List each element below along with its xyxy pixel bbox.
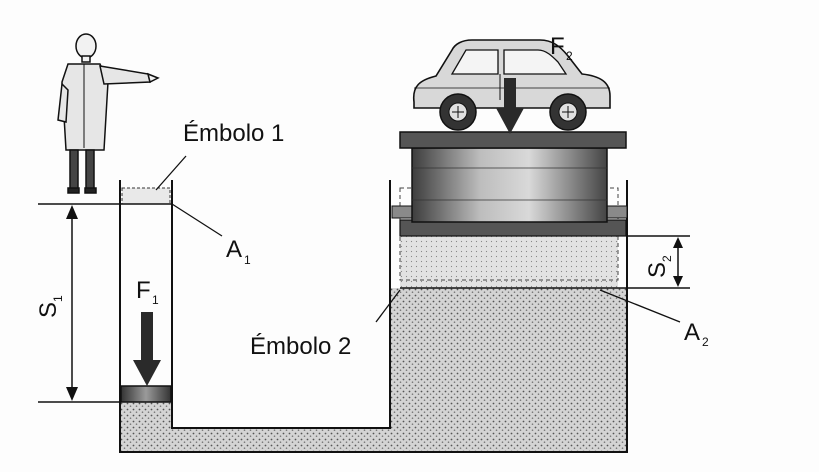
s2-double-arrow-icon: [673, 237, 683, 287]
fluid-under-piston-2: [400, 236, 618, 288]
piston-2-cylinder: [412, 148, 607, 222]
displacement-1-subscript: 1: [51, 295, 65, 302]
platform: [400, 132, 626, 148]
displacement-1-label: S: [35, 301, 62, 318]
piston-2-ring-left: [392, 206, 412, 218]
person-icon: [58, 34, 158, 193]
a1-leader-line: [172, 204, 222, 236]
piston-1-label: Émbolo 1: [183, 120, 285, 147]
displacement-1-label-group: [35, 295, 65, 318]
piston-1-initial-position: [122, 188, 170, 204]
area-2-label: A: [684, 319, 701, 346]
displacement-2-label: S: [644, 261, 671, 278]
displacement-2-subscript: 2: [660, 255, 674, 262]
piston-2-ring-right: [607, 206, 627, 218]
area-1-subscript: 1: [244, 253, 251, 267]
area-2-subscript: 2: [702, 335, 709, 349]
area-1-label: A: [226, 236, 243, 263]
displacement-2-label-group: [644, 255, 674, 278]
force-2-label: F: [550, 33, 565, 60]
piston-2-label: Émbolo 2: [250, 333, 352, 360]
piston-1: [121, 386, 171, 402]
force-1-subscript: 1: [152, 293, 159, 307]
force-1-label: F: [136, 277, 151, 304]
s1-double-arrow-icon: [66, 205, 78, 401]
force-2-subscript: 2: [566, 49, 573, 63]
force-arrow-icon: [133, 312, 161, 386]
